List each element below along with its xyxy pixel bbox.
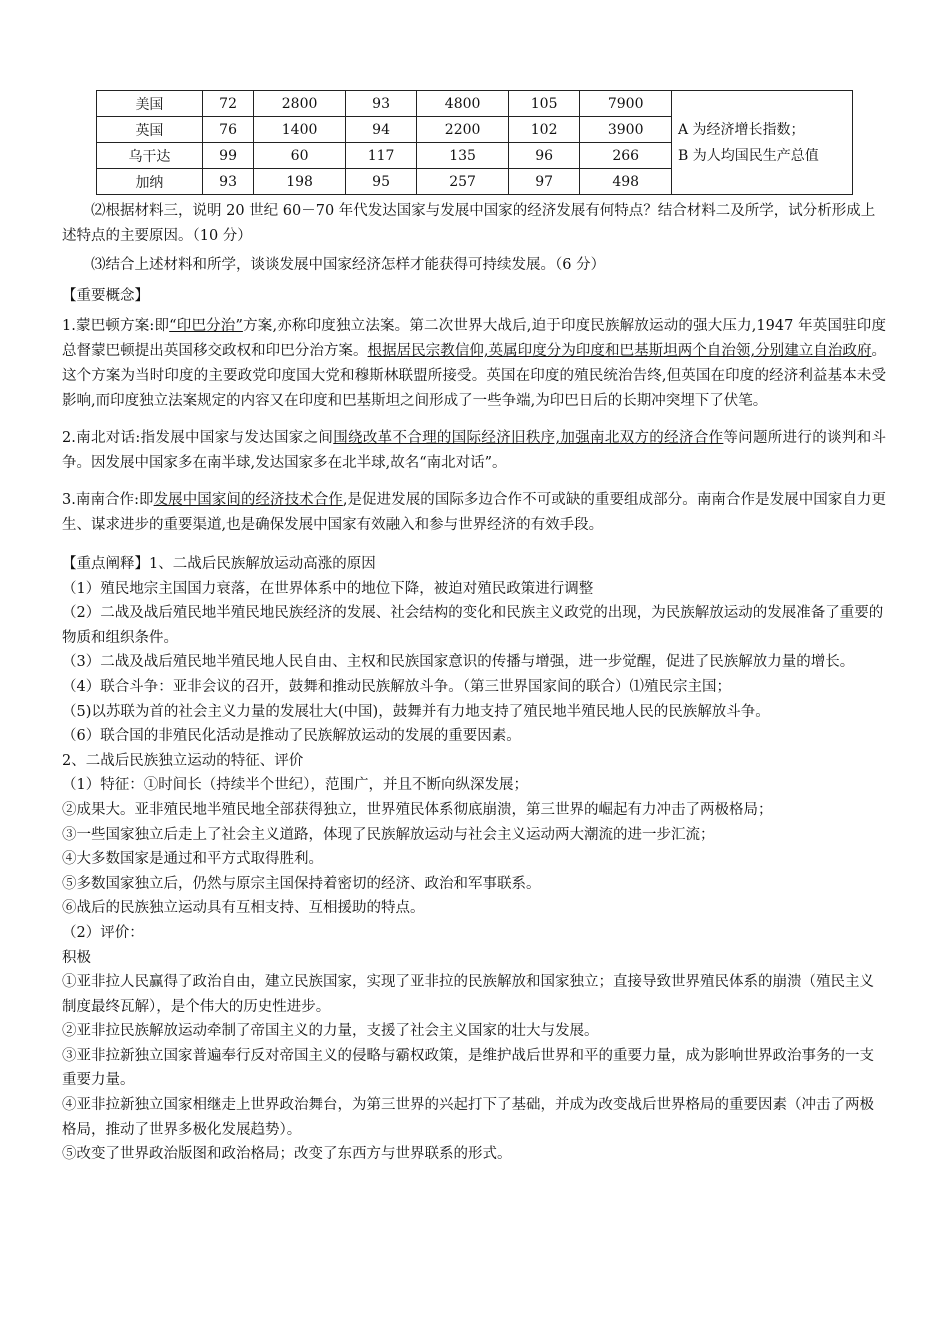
concepts-heading: 【重要概念】 <box>62 288 149 304</box>
concept-2 <box>62 426 886 476</box>
country-cell: 乌干达 <box>97 143 203 169</box>
evaluation-heading: （2）评价： <box>62 924 144 941</box>
feature-item: （1）特征：①时间长（持续半个世纪），范围广，并且不断向纵深发展； <box>62 777 528 794</box>
value-cell: 99 <box>202 143 253 169</box>
country-cell: 美国 <box>97 91 203 117</box>
focus-point: （5)以苏联为首的社会主义力量的发展壮大(中国)，鼓舞并有力地支持了殖民地半殖民地人民的民族解放斗争。 <box>62 703 770 720</box>
evaluation-positive-label: 积极 <box>62 949 91 966</box>
value-cell: 2200 <box>417 117 509 143</box>
document-page <box>62 90 886 1167</box>
value-cell: 198 <box>254 169 346 195</box>
value-cell: 105 <box>508 91 579 117</box>
value-cell: 1400 <box>254 117 346 143</box>
question-2: ⑵根据材料三，说明 20 世纪 60－70 年代发达国家与发展中国家的经济发展有何特点？结合材料二及所学，试分析形成上述特点的主要原因。（10 分） <box>62 203 876 244</box>
feature-item: ④大多数国家是通过和平方式取得胜利。 <box>62 851 323 868</box>
focus-point: （1）殖民地宗主国国力衰落，在世界体系中的地位下降，被迫对殖民政策进行调整 <box>62 580 594 597</box>
concept-1-underline-1: “印巴分治” <box>169 318 243 334</box>
economic-data-table <box>96 90 853 195</box>
focus-title-1 <box>62 552 886 577</box>
value-cell: 76 <box>202 117 253 143</box>
value-cell: 93 <box>345 91 416 117</box>
value-cell: 4800 <box>417 91 509 117</box>
concept-1-text-c: 。这个方案为当时印度的主要政党印度国大党和穆斯林联盟所接受。英国在印度的殖民统治告终,但英国在印度的经济利益基本未受影响,而印度独立法案规定的内容又在印度和巴基斯坦之间形成了一些争端,为印巴日后的长期冲突埋下了伏笔。 <box>62 343 887 409</box>
focus-point: （4）联合斗争：亚非会议的召开，鼓舞和推动民族解放斗争。（第三世界国家间的联合）⑴殖民宗主国； <box>62 678 731 695</box>
feature-item: ③一些国家独立后走上了社会主义道路，体现了民族解放运动与社会主义运动两大潮流的进一步汇流； <box>62 826 715 843</box>
concept-1-underline-2: 根据居民宗教信仰,英属印度分为印度和巴基斯坦两个自治领,分别建立自治政府 <box>367 343 872 359</box>
focus-point: （6）联合国的非殖民化活动是推动了民族解放运动的发展的重要因素。 <box>62 728 521 745</box>
feature-item: ⑤多数国家独立后，仍然与原宗主国保持着密切的经济、政治和军事联系。 <box>62 875 541 892</box>
concept-2-text-b: 等问题所进行的谈判和斗争。因发展中国家多在南半球,发达国家多在北半球,故名“南北对话”。 <box>62 430 887 471</box>
evaluation-item: ④亚非拉新独立国家相继走上世界政治舞台，为第三世界的兴起打下了基础，并成为改变战后世界格局的重要因素（冲击了两极格局，推动了世界多极化发展趋势）。 <box>62 1097 874 1138</box>
concept-3 <box>62 488 886 538</box>
table-note <box>672 91 853 195</box>
value-cell: 135 <box>417 143 509 169</box>
question-3: ⑶结合上述材料和所学，谈谈发展中国家经济怎样才能获得可持续发展。（6 分） <box>91 257 606 273</box>
value-cell: 7900 <box>580 91 672 117</box>
concept-3-underline-1: 发展中国家间的经济技术合作 <box>153 492 343 508</box>
country-cell: 英国 <box>97 117 203 143</box>
value-cell: 72 <box>202 91 253 117</box>
value-cell: 2800 <box>254 91 346 117</box>
value-cell: 266 <box>580 143 672 169</box>
concept-1-text-a: 1.蒙巴顿方案:即 <box>62 318 170 334</box>
value-cell: 117 <box>345 143 416 169</box>
concept-2-text-a: 2.南北对话:指发展中国家与发达国家之间 <box>62 430 334 446</box>
value-cell: 257 <box>417 169 509 195</box>
evaluation-item: ⑤改变了世界政治版图和政治格局；改变了东西方与世界联系的形式。 <box>62 1146 512 1163</box>
value-cell: 94 <box>345 117 416 143</box>
focus-point: （2）二战及战后殖民地半殖民地民族经济的发展、社会结构的变化和民族主义政党的出现，为民族解放运动的发展准备了重要的物质和组织条件。 <box>62 605 884 646</box>
focus-section <box>62 552 886 1167</box>
evaluation-item: ①亚非拉人民赢得了政治自由，建立民族国家，实现了亚非拉的民族解放和国家独立；直接导致世界殖民体系的崩溃（殖民主义制度最终瓦解），是个伟大的历史性进步。 <box>62 974 874 1015</box>
concept-1-text-b: 方案,亦称印度独立法案。第二次世界大战后,迫于印度民族解放运动的强大压力,1947 年英国驻印度总督蒙巴顿提出英国移交政权和印巴分治方案。 <box>62 318 886 359</box>
value-cell: 60 <box>254 143 346 169</box>
value-cell: 96 <box>508 143 579 169</box>
value-cell: 97 <box>508 169 579 195</box>
concept-2-underline-1: 围绕改革不合理的国际经济旧秩序,加强南北双方的经济合作 <box>333 430 724 446</box>
value-cell: 3900 <box>580 117 672 143</box>
concept-1 <box>62 314 886 414</box>
country-cell: 加纳 <box>97 169 203 195</box>
table-row <box>97 91 853 117</box>
value-cell: 93 <box>202 169 253 195</box>
note-b: B 为人均国民生产总值 <box>678 147 819 164</box>
feature-item: ②成果大。亚非殖民地半殖民地全部获得独立，世界殖民体系彻底崩溃，第三世界的崛起有力冲击了两极格局； <box>62 801 773 818</box>
concept-3-text-a: 3.南南合作:即 <box>62 492 154 508</box>
value-cell: 498 <box>580 169 672 195</box>
focus-title-2: 2、二战后民族独立运动的特征、评价 <box>62 752 304 769</box>
value-cell: 95 <box>345 169 416 195</box>
focus-point: （3）二战及战后殖民地半殖民地人民自由、主权和民族国家意识的传播与增强，进一步觉醒，促进了民族解放力量的增长。 <box>62 654 855 671</box>
evaluation-item: ②亚非拉民族解放运动牵制了帝国主义的力量，支援了社会主义国家的壮大与发展。 <box>62 1023 599 1040</box>
note-a: A 为经济增长指数； <box>678 121 805 138</box>
concept-3-text-b: ,是促进发展的国际多边合作不可或缺的重要组成部分。南南合作是发展中国家自力更生、谋求进步的重要渠道,也是确保发展中国家有效融入和参与世界经济的有效手段。 <box>62 492 886 533</box>
feature-item: ⑥战后的民族独立运动具有互相支持、互相援助的特点。 <box>62 900 425 917</box>
value-cell: 102 <box>508 117 579 143</box>
focus-heading: 【重点阐释】 <box>62 556 149 572</box>
focus-title-1-text: 1、二战后民族解放运动高涨的原因 <box>149 556 376 572</box>
evaluation-item: ③亚非拉新独立国家普遍奉行反对帝国主义的侵略与霸权政策，是维护战后世界和平的重要力量，成为影响世界政治事务的一支重要力量。 <box>62 1047 874 1089</box>
